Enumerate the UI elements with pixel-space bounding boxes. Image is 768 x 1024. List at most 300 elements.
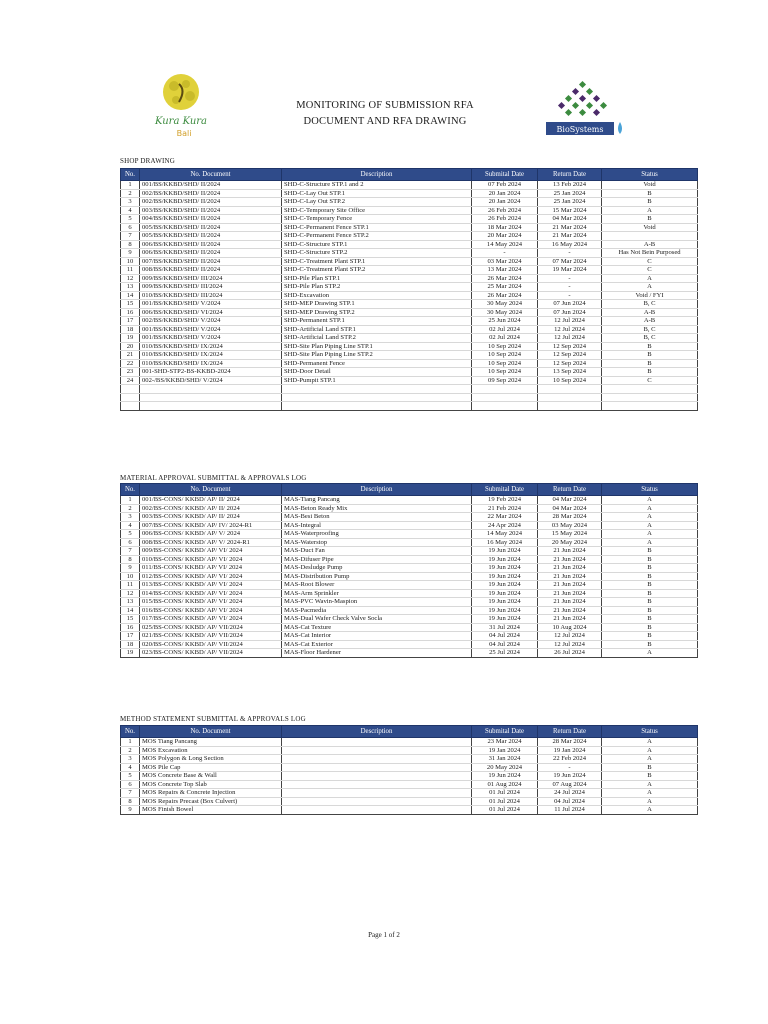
col-status-cell: A: [602, 504, 698, 513]
col-description-cell: SHD-Pumpit STP.1: [282, 376, 472, 385]
col-document-cell: 001/BS-CONS/ KKBD/ AP/ II/ 2024: [140, 496, 282, 505]
col-no-cell: 1: [121, 181, 140, 190]
col-return-date-cell: 28 Mar 2024: [538, 738, 602, 747]
col-description-cell: SHD-Site Plan Piping Line STP.1: [282, 342, 472, 351]
col-document-cell: 009/BS/KKBD/SHD/ III/2024: [140, 274, 282, 283]
col-no-cell: 5: [121, 215, 140, 224]
table-row: [121, 385, 698, 394]
col-return-date-cell: 21 Jun 2024: [538, 572, 602, 581]
col-status-cell: B: [602, 189, 698, 198]
col-no-cell: [121, 402, 140, 411]
col-return-date-cell: 24 Jul 2024: [538, 789, 602, 798]
col-return-date-cell: 21 Jun 2024: [538, 547, 602, 556]
table-row: [121, 359, 698, 368]
col-status-cell: A: [602, 206, 698, 215]
col-submital-date-cell: 04 Jul 2024: [472, 632, 538, 641]
page-number: Page 1 of 2: [368, 931, 400, 939]
table-row: [121, 649, 698, 658]
col-submital-date-cell: 19 Jun 2024: [472, 564, 538, 573]
col-no-cell: 24: [121, 376, 140, 385]
col-submital-date-cell: 02 Jul 2024: [472, 334, 538, 343]
col-description-cell: SHD-Permanent STP.1: [282, 317, 472, 326]
col-description-cell: MAS-Distribution Pump: [282, 572, 472, 581]
header-col-status: Status: [602, 484, 698, 496]
col-description-cell: [282, 797, 472, 806]
table-row: [121, 755, 698, 764]
col-submital-date-cell: 19 Jun 2024: [472, 547, 538, 556]
col-no-cell: 19: [121, 649, 140, 658]
col-status-cell: B: [602, 555, 698, 564]
col-no-cell: 16: [121, 623, 140, 632]
col-status-cell: [602, 393, 698, 402]
col-submital-date-cell: 24 Apr 2024: [472, 521, 538, 530]
col-return-date-cell: 12 Sep 2024: [538, 351, 602, 360]
col-description-cell: SHD-Excavation: [282, 291, 472, 300]
col-description-cell: SHD-C-Permanent Fence STP.1: [282, 223, 472, 232]
col-document-cell: MOS Tiang Pancang: [140, 738, 282, 747]
col-submital-date-cell: 20 Jan 2024: [472, 198, 538, 207]
col-description-cell: MAS-Pacmedia: [282, 606, 472, 615]
col-status-cell: B: [602, 359, 698, 368]
table-row: [121, 598, 698, 607]
col-submital-date-cell: 19 Feb 2024: [472, 496, 538, 505]
col-document-cell: 010/BS-CONS/ KKBD/ AP/ VI/ 2024: [140, 555, 282, 564]
col-status-cell: A-B: [602, 240, 698, 249]
table-row: [121, 308, 698, 317]
table-row: [121, 283, 698, 292]
col-return-date-cell: 11 Jul 2024: [538, 806, 602, 815]
col-no-cell: 18: [121, 325, 140, 334]
col-submital-date-cell: [472, 385, 538, 394]
col-no-cell: 3: [121, 198, 140, 207]
col-status-cell: A: [602, 738, 698, 747]
header-col-document: No. Document: [140, 484, 282, 496]
col-no-cell: 9: [121, 249, 140, 258]
col-status-cell: [602, 385, 698, 394]
table-header-row: [121, 726, 698, 738]
col-status-cell: A: [602, 780, 698, 789]
col-submital-date-cell: 10 Sep 2024: [472, 342, 538, 351]
col-return-date-cell: -: [538, 763, 602, 772]
material-approval-label: MATERIAL APPROVAL SUBMITTAL & APPROVALS LOG: [120, 474, 307, 482]
logo-right-text: BioSystems: [556, 125, 604, 134]
col-document-cell: 006/BS/KKBD/SHD/ VI/2024: [140, 308, 282, 317]
col-document-cell: 017/BS-CONS/ KKBD/ AP/ VI/ 2024: [140, 615, 282, 624]
table-row: [121, 789, 698, 798]
col-document-cell: 012/BS-CONS/ KKBD/ AP/ VI/ 2024: [140, 572, 282, 581]
col-return-date-cell: 21 Jun 2024: [538, 615, 602, 624]
col-no-cell: 10: [121, 257, 140, 266]
col-document-cell: [140, 393, 282, 402]
col-submital-date-cell: 25 Jul 2024: [472, 649, 538, 658]
col-document-cell: 008/BS-CONS/ KKBD/ AP/ V/ 2024-R1: [140, 538, 282, 547]
table-row: [121, 538, 698, 547]
col-document-cell: 006/BS-CONS/ KKBD/ AP/ V/ 2024: [140, 530, 282, 539]
table-row: [121, 547, 698, 556]
col-return-date-cell: 22 Feb 2024: [538, 755, 602, 764]
col-no-cell: 11: [121, 581, 140, 590]
col-document-cell: 002/BS-CONS/ KKBD/ AP/ II/ 2024: [140, 504, 282, 513]
table-row: [121, 772, 698, 781]
col-no-cell: 8: [121, 555, 140, 564]
table-row: [121, 496, 698, 505]
col-submital-date-cell: 10 Sep 2024: [472, 368, 538, 377]
table-row: [121, 606, 698, 615]
biosystems-logo: [540, 80, 626, 142]
method-statement-label: METHOD STATEMENT SUBMITTAL & APPROVALS LOG: [120, 715, 306, 723]
col-status-cell: C: [602, 257, 698, 266]
col-description-cell: SHD-Pile Plan STP.1: [282, 274, 472, 283]
col-description-cell: MAS-Tiang Pancang: [282, 496, 472, 505]
col-description-cell: MAS-Root Blower: [282, 581, 472, 590]
col-status-cell: B: [602, 342, 698, 351]
col-no-cell: 2: [121, 746, 140, 755]
col-submital-date-cell: 22 Mar 2024: [472, 513, 538, 522]
col-return-date-cell: [538, 393, 602, 402]
header-col-return-date: Return Date: [538, 484, 602, 496]
col-description-cell: [282, 772, 472, 781]
col-description-cell: [282, 789, 472, 798]
col-submital-date-cell: 10 Sep 2024: [472, 351, 538, 360]
col-document-cell: 013/BS-CONS/ KKBD/ AP/ VI/ 2024: [140, 581, 282, 590]
col-status-cell: A: [602, 530, 698, 539]
col-no-cell: 3: [121, 513, 140, 522]
col-submital-date-cell: 19 Jun 2024: [472, 606, 538, 615]
col-description-cell: SHD-Permanent Fence: [282, 359, 472, 368]
header-col-submital-date: Submital Date: [472, 726, 538, 738]
col-document-cell: 006/BS/KKBD/SHD/ II/2024: [140, 240, 282, 249]
col-submital-date-cell: [472, 393, 538, 402]
table-row: [121, 189, 698, 198]
header-col-status: Status: [602, 169, 698, 181]
table-row: [121, 249, 698, 258]
col-description-cell: MAS-Cat Exterior: [282, 640, 472, 649]
table-row: [121, 376, 698, 385]
col-submital-date-cell: 19 Jun 2024: [472, 555, 538, 564]
header-col-no: No.: [121, 726, 140, 738]
col-document-cell: 006/BS/KKBD/SHD/ II/2024: [140, 249, 282, 258]
col-submital-date-cell: 19 Jun 2024: [472, 772, 538, 781]
col-document-cell: 010/BS/KKBD/SHD/ IX/2024: [140, 351, 282, 360]
col-document-cell: 002-/BS/KKBD/SHD/ V/2024: [140, 376, 282, 385]
col-description-cell: [282, 806, 472, 815]
col-no-cell: 11: [121, 266, 140, 275]
table-row: [121, 393, 698, 402]
col-document-cell: MOS Repairs Precast (Box Culvert): [140, 797, 282, 806]
col-description-cell: [282, 780, 472, 789]
col-description-cell: MAS-Floor Hardener: [282, 649, 472, 658]
col-return-date-cell: 12 Jul 2024: [538, 640, 602, 649]
col-return-date-cell: 10 Aug 2024: [538, 623, 602, 632]
col-description-cell: [282, 385, 472, 394]
col-return-date-cell: 04 Mar 2024: [538, 496, 602, 505]
col-description-cell: [282, 393, 472, 402]
col-return-date-cell: 26 Jul 2024: [538, 649, 602, 658]
col-submital-date-cell: 30 May 2024: [472, 300, 538, 309]
table-row: [121, 589, 698, 598]
col-description-cell: MAS-Waterproofing: [282, 530, 472, 539]
col-status-cell: A-B: [602, 317, 698, 326]
col-submital-date-cell: 01 Aug 2024: [472, 780, 538, 789]
table-row: [121, 780, 698, 789]
col-no-cell: 4: [121, 521, 140, 530]
col-no-cell: 17: [121, 632, 140, 641]
col-submital-date-cell: 19 Jun 2024: [472, 598, 538, 607]
col-no-cell: 17: [121, 317, 140, 326]
col-status-cell: B: [602, 572, 698, 581]
table-row: [121, 240, 698, 249]
col-document-cell: 001/BS/KKBD/SHD/ V/2024: [140, 334, 282, 343]
table-row: [121, 215, 698, 224]
col-no-cell: 4: [121, 206, 140, 215]
col-no-cell: 12: [121, 589, 140, 598]
col-document-cell: 021/BS-CONS/ KKBD/ AP/ VII/2024: [140, 632, 282, 641]
col-document-cell: 007/BS/KKBD/SHD/ II/2024: [140, 257, 282, 266]
table-row: [121, 232, 698, 241]
col-return-date-cell: [538, 385, 602, 394]
col-document-cell: 020/BS-CONS/ KKBD/ AP/ VII/2024: [140, 640, 282, 649]
table-header-row: [121, 169, 698, 181]
col-submital-date-cell: 01 Jul 2024: [472, 806, 538, 815]
shop-drawing-label: SHOP DRAWING: [120, 157, 176, 165]
table-row: [121, 521, 698, 530]
col-description-cell: [282, 746, 472, 755]
table-row: [121, 581, 698, 590]
header-col-description: Description: [282, 726, 472, 738]
col-status-cell: B: [602, 615, 698, 624]
col-submital-date-cell: 19 Jun 2024: [472, 589, 538, 598]
col-status-cell: A-B: [602, 308, 698, 317]
col-return-date-cell: 19 Jan 2024: [538, 746, 602, 755]
col-return-date-cell: 21 Mar 2024: [538, 232, 602, 241]
col-no-cell: 1: [121, 738, 140, 747]
col-status-cell: B: [602, 351, 698, 360]
col-submital-date-cell: 14 May 2024: [472, 240, 538, 249]
col-return-date-cell: [538, 402, 602, 411]
col-return-date-cell: 12 Sep 2024: [538, 342, 602, 351]
col-no-cell: 13: [121, 283, 140, 292]
col-status-cell: B: [602, 547, 698, 556]
col-description-cell: SHD-Pile Plan STP.2: [282, 283, 472, 292]
col-return-date-cell: 13 Feb 2024: [538, 181, 602, 190]
table-row: [121, 564, 698, 573]
col-return-date-cell: 07 Mar 2024: [538, 257, 602, 266]
col-submital-date-cell: 19 Jun 2024: [472, 581, 538, 590]
col-no-cell: 2: [121, 504, 140, 513]
col-submital-date-cell: 14 May 2024: [472, 530, 538, 539]
document-title: [240, 98, 530, 130]
col-return-date-cell: 19 Jun 2024: [538, 772, 602, 781]
col-submital-date-cell: 20 Jan 2024: [472, 189, 538, 198]
col-description-cell: MAS-Duct Fan: [282, 547, 472, 556]
col-description-cell: SHD-C-Lay Out STP.2: [282, 198, 472, 207]
col-return-date-cell: 28 Mar 2024: [538, 513, 602, 522]
table-row: [121, 530, 698, 539]
col-no-cell: 5: [121, 772, 140, 781]
col-status-cell: B, C: [602, 334, 698, 343]
table-row: [121, 257, 698, 266]
col-description-cell: SHD-C-Temporary Fence: [282, 215, 472, 224]
table-row: [121, 504, 698, 513]
col-description-cell: SHD-C-Temporary Site Office: [282, 206, 472, 215]
col-document-cell: 001/BS/KKBD/SHD/ V/2024: [140, 325, 282, 334]
table-row: [121, 746, 698, 755]
col-description-cell: [282, 738, 472, 747]
table-row: [121, 806, 698, 815]
col-document-cell: 023/BS-CONS/ KKBD/ AP/ VII/2024: [140, 649, 282, 658]
col-no-cell: 2: [121, 189, 140, 198]
col-no-cell: 6: [121, 223, 140, 232]
col-description-cell: SHD-MEP Drawing STP.1: [282, 300, 472, 309]
col-status-cell: A: [602, 789, 698, 798]
col-status-cell: [602, 402, 698, 411]
col-no-cell: 14: [121, 606, 140, 615]
col-submital-date-cell: 19 Jan 2024: [472, 746, 538, 755]
col-return-date-cell: 21 Jun 2024: [538, 598, 602, 607]
col-submital-date-cell: 01 Jul 2024: [472, 797, 538, 806]
col-status-cell: B: [602, 198, 698, 207]
table-row: [121, 513, 698, 522]
logo-left-sub: Bali: [176, 129, 192, 138]
col-description-cell: SHD-C-Treatment Plant STP.2: [282, 266, 472, 275]
col-document-cell: MOS Concrete Top Slab: [140, 780, 282, 789]
col-status-cell: [602, 232, 698, 241]
header-col-document: No. Document: [140, 726, 282, 738]
col-return-date-cell: 15 Mar 2024: [538, 206, 602, 215]
header-col-return-date: Return Date: [538, 726, 602, 738]
header-col-submital-date: Submital Date: [472, 169, 538, 181]
col-submital-date-cell: -: [472, 249, 538, 258]
col-document-cell: 002/BS/KKBD/SHD/ II/2024: [140, 189, 282, 198]
col-return-date-cell: 12 Jul 2024: [538, 325, 602, 334]
col-document-cell: MOS Pile Cap: [140, 763, 282, 772]
col-description-cell: MAS-Dual Wafer Check Valve Socla: [282, 615, 472, 624]
col-return-date-cell: 21 Jun 2024: [538, 589, 602, 598]
header-col-document: No. Document: [140, 169, 282, 181]
col-status-cell: Void / FYI: [602, 291, 698, 300]
col-document-cell: 009/BS/KKBD/SHD/ III/2024: [140, 283, 282, 292]
col-description-cell: SHD-C-Structure STP.1: [282, 240, 472, 249]
col-document-cell: 016/BS-CONS/ KKBD/ AP/ VI/ 2024: [140, 606, 282, 615]
col-no-cell: 15: [121, 300, 140, 309]
col-document-cell: 014/BS-CONS/ KKBD/ AP/ VI/ 2024: [140, 589, 282, 598]
col-no-cell: 8: [121, 240, 140, 249]
col-status-cell: B, C: [602, 300, 698, 309]
col-no-cell: 7: [121, 789, 140, 798]
col-status-cell: B: [602, 632, 698, 641]
col-no-cell: 18: [121, 640, 140, 649]
col-no-cell: 23: [121, 368, 140, 377]
col-document-cell: 002/BS/KKBD/SHD/ II/2024: [140, 198, 282, 207]
col-no-cell: 7: [121, 547, 140, 556]
table-row: [121, 632, 698, 641]
table-row: [121, 274, 698, 283]
col-description-cell: MAS-Cat Interior: [282, 632, 472, 641]
col-no-cell: 6: [121, 780, 140, 789]
col-status-cell: B, C: [602, 325, 698, 334]
col-status-cell: A: [602, 755, 698, 764]
col-submital-date-cell: 26 Mar 2024: [472, 274, 538, 283]
logo-left-text: Kura Kura: [154, 116, 208, 127]
col-submital-date-cell: [472, 402, 538, 411]
col-submital-date-cell: 19 Jun 2024: [472, 615, 538, 624]
col-status-cell: A: [602, 538, 698, 547]
col-no-cell: 13: [121, 598, 140, 607]
col-status-cell: A: [602, 513, 698, 522]
col-document-cell: MOS Excavation: [140, 746, 282, 755]
kura-kura-logo: [146, 70, 216, 142]
col-submital-date-cell: 19 Jun 2024: [472, 572, 538, 581]
col-description-cell: MAS-Arm Sprinkler: [282, 589, 472, 598]
table-row: [121, 334, 698, 343]
col-document-cell: 007/BS-CONS/ KKBD/ AP/ IV/ 2024-R1: [140, 521, 282, 530]
col-submital-date-cell: 20 Mar 2024: [472, 232, 538, 241]
col-submital-date-cell: 25 Mar 2024: [472, 283, 538, 292]
col-submital-date-cell: 23 Mar 2024: [472, 738, 538, 747]
col-return-date-cell: 07 Jun 2024: [538, 300, 602, 309]
col-description-cell: SHD-C-Structure STP.2: [282, 249, 472, 258]
col-document-cell: 010/BS/KKBD/SHD/ IX/2024: [140, 342, 282, 351]
col-status-cell: B: [602, 564, 698, 573]
col-no-cell: 14: [121, 291, 140, 300]
col-submital-date-cell: 07 Feb 2024: [472, 181, 538, 190]
col-no-cell: 22: [121, 359, 140, 368]
col-submital-date-cell: 26 Feb 2024: [472, 206, 538, 215]
col-submital-date-cell: 04 Jul 2024: [472, 640, 538, 649]
col-document-cell: 001/BS/KKBD/SHD/ II/2024: [140, 181, 282, 190]
table-row: [121, 763, 698, 772]
material-approval-table: [120, 483, 698, 658]
col-description-cell: MAS-Desludge Pump: [282, 564, 472, 573]
col-status-cell: B: [602, 368, 698, 377]
col-description-cell: SHD-MEP Drawing STP.2: [282, 308, 472, 317]
col-document-cell: 005/BS/KKBD/SHD/ II/2024: [140, 232, 282, 241]
shop-drawing-table: [120, 168, 698, 411]
col-submital-date-cell: 13 Mar 2024: [472, 266, 538, 275]
col-status-cell: Void: [602, 181, 698, 190]
col-submital-date-cell: 25 Jun 2024: [472, 317, 538, 326]
col-description-cell: MAS-Beton Ready Mix: [282, 504, 472, 513]
col-status-cell: A: [602, 649, 698, 658]
col-return-date-cell: 04 Mar 2024: [538, 215, 602, 224]
col-return-date-cell: -: [538, 249, 602, 258]
table-row: [121, 181, 698, 190]
table-row: [121, 738, 698, 747]
title-line-1: MONITORING OF SUBMISSION RFA: [296, 100, 474, 111]
table-row: [121, 223, 698, 232]
col-description-cell: MAS-Besi Beton: [282, 513, 472, 522]
col-status-cell: B: [602, 606, 698, 615]
col-return-date-cell: -: [538, 291, 602, 300]
col-submital-date-cell: 31 Jan 2024: [472, 755, 538, 764]
col-description-cell: MAS-Waterstop: [282, 538, 472, 547]
col-description-cell: MAS-Integral: [282, 521, 472, 530]
col-no-cell: 1: [121, 496, 140, 505]
col-description-cell: SHD-Artificial Land STP.2: [282, 334, 472, 343]
col-no-cell: 9: [121, 806, 140, 815]
col-status-cell: Void: [602, 223, 698, 232]
col-return-date-cell: 03 May 2024: [538, 521, 602, 530]
col-document-cell: 011/BS-CONS/ KKBD/ AP/ VI/ 2024: [140, 564, 282, 573]
header-col-status: Status: [602, 726, 698, 738]
col-return-date-cell: 20 May 2024: [538, 538, 602, 547]
table-row: [121, 206, 698, 215]
table-row: [121, 291, 698, 300]
col-document-cell: MOS Concrete Base & Wall: [140, 772, 282, 781]
col-no-cell: 8: [121, 797, 140, 806]
col-document-cell: 015/BS-CONS/ KKBD/ AP/ VI/ 2024: [140, 598, 282, 607]
col-return-date-cell: 12 Jul 2024: [538, 334, 602, 343]
